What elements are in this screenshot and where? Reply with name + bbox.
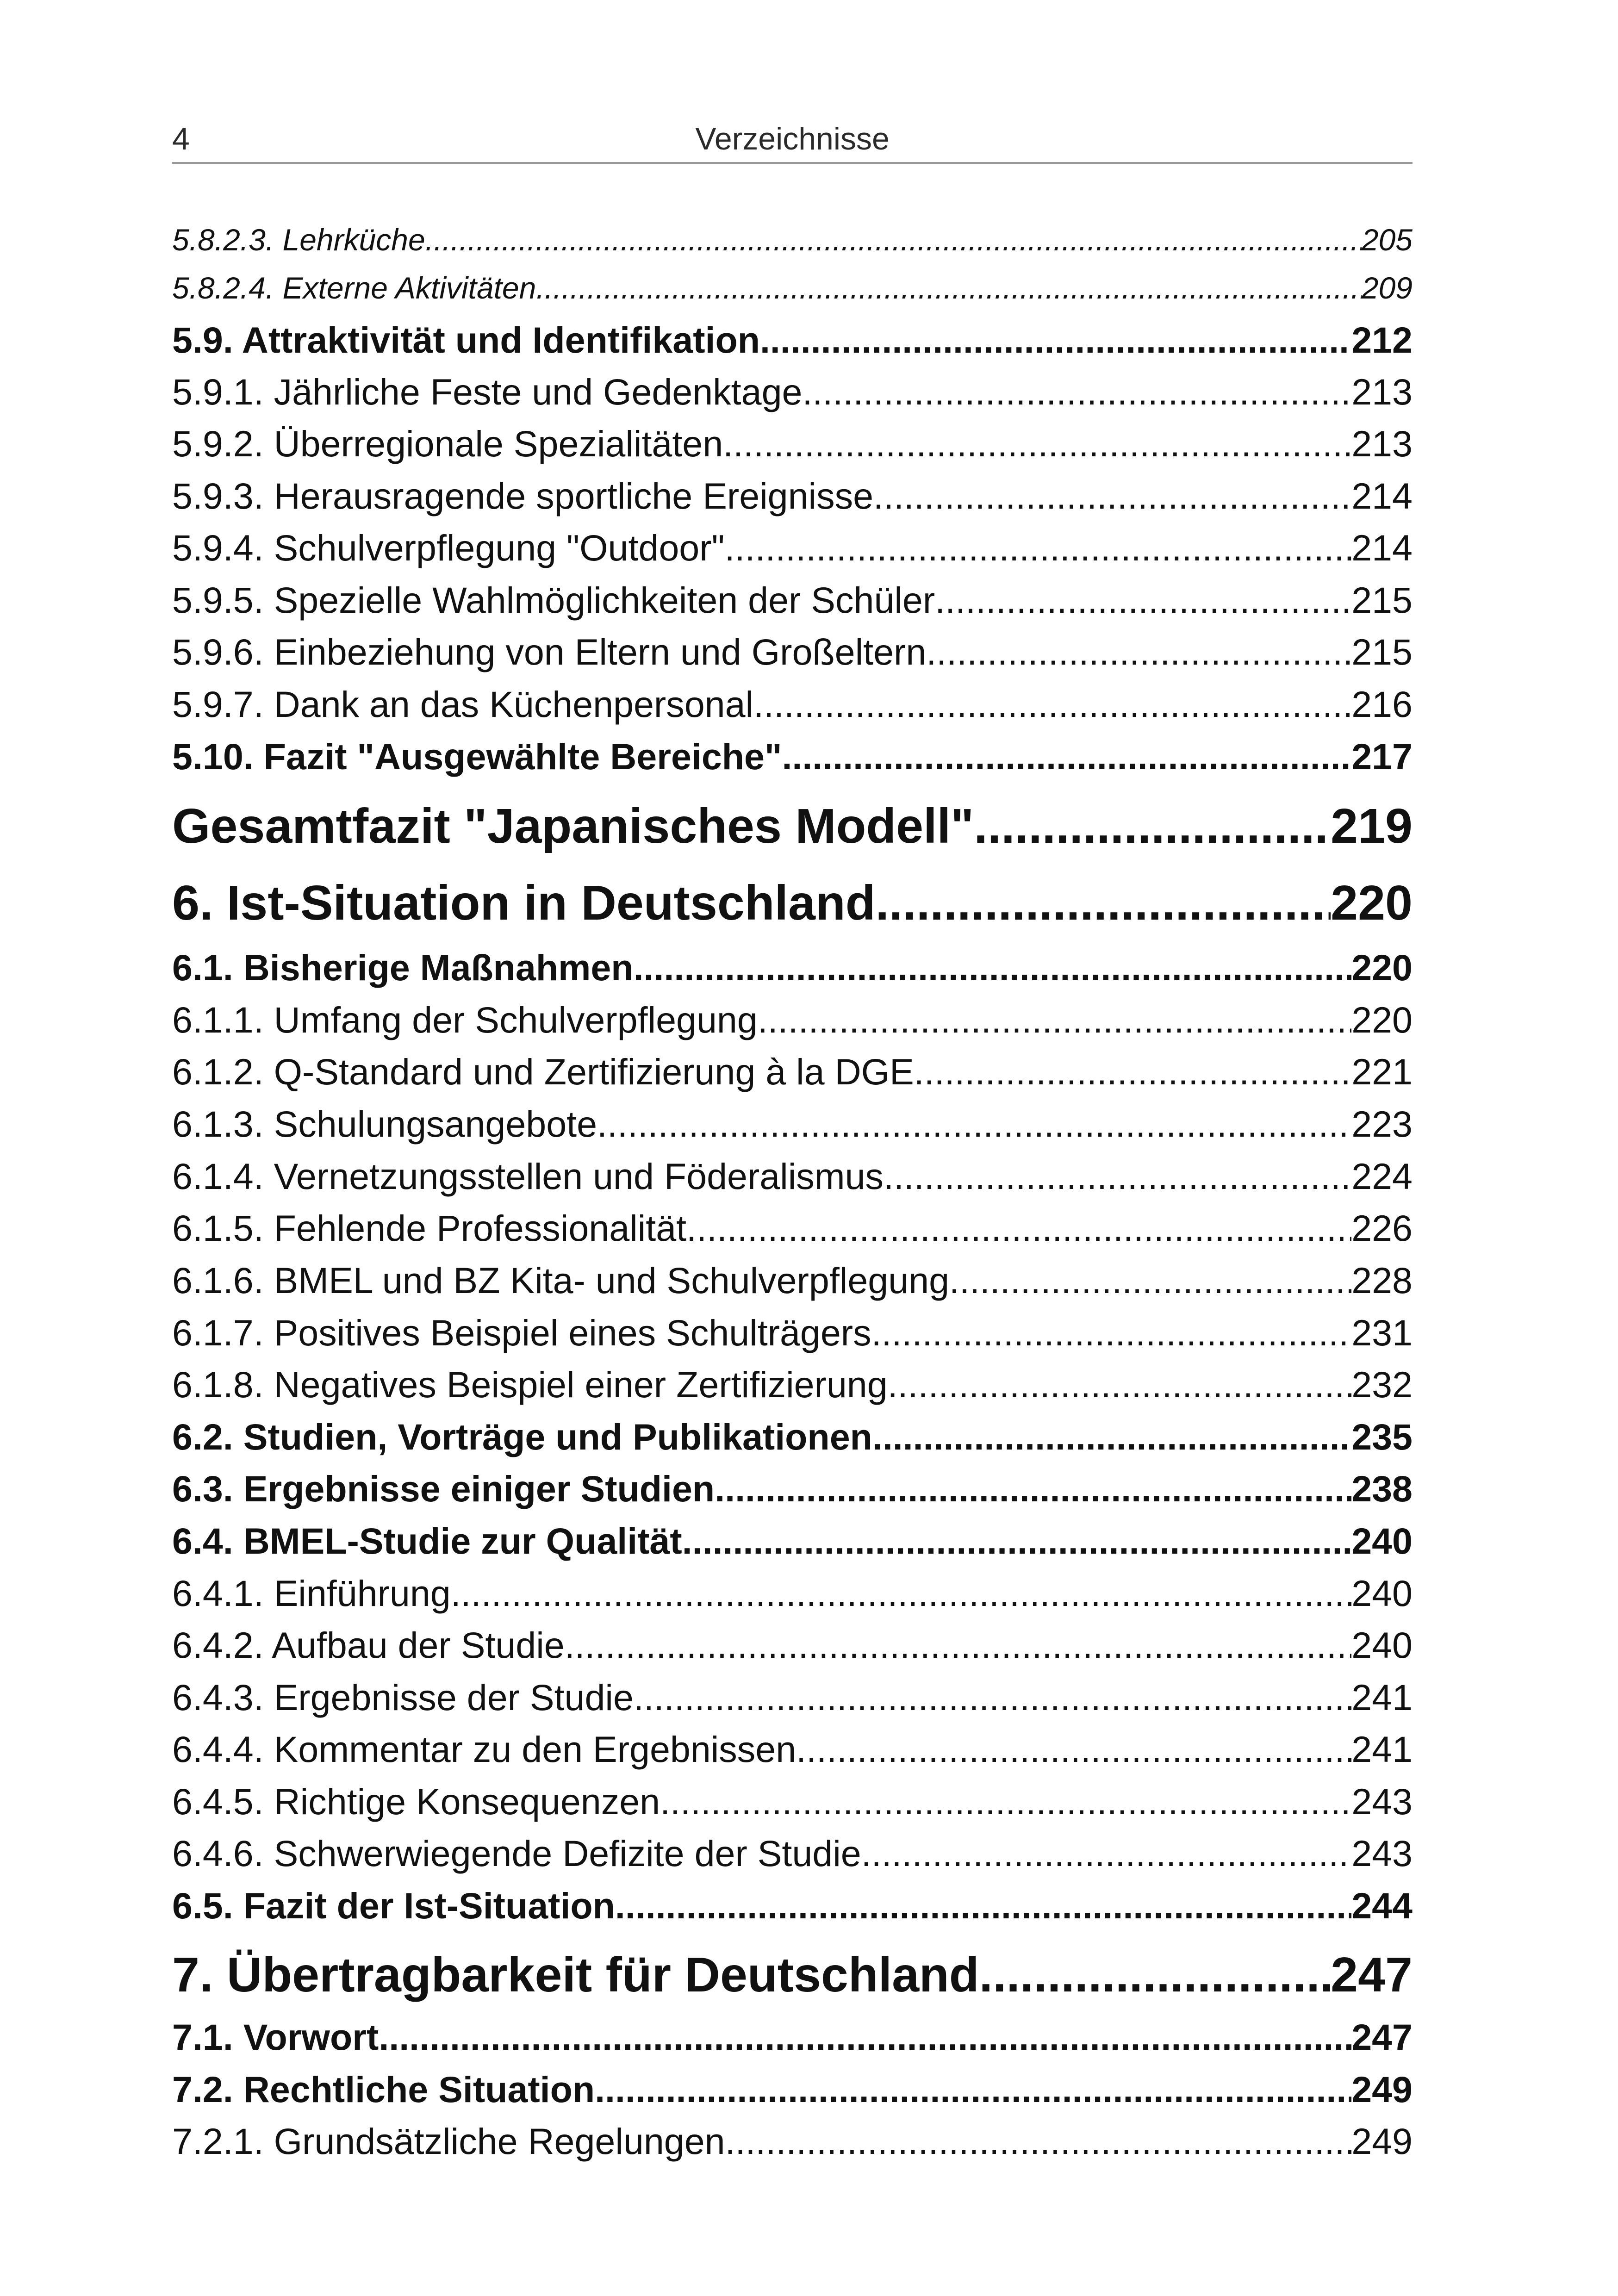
toc-entry-label: 7.1. Vorwort — [172, 2016, 379, 2058]
toc-entry — [172, 1099, 1413, 1150]
toc-entry — [172, 315, 1413, 366]
toc-entry-label: 5.9.1. Jährliche Feste und Gedenktage — [172, 371, 803, 412]
toc-entry-label: 5.9. Attraktivität und Identifikation — [172, 319, 760, 361]
dot-leader — [536, 265, 1362, 311]
dot-leader — [615, 1880, 1351, 1931]
toc-entry — [172, 1412, 1413, 1462]
dot-leader — [451, 1568, 1351, 1619]
dot-leader — [796, 1724, 1351, 1775]
toc-entry-page: 247 — [1331, 1948, 1413, 2002]
dot-leader — [979, 1940, 1331, 2010]
dot-leader — [565, 1620, 1351, 1671]
dot-leader — [914, 1046, 1351, 1097]
toc-entry-label: 6.1.4. Vernetzungsstellen und Föderalismus — [172, 1156, 884, 1197]
toc-entry-page: 216 — [1351, 684, 1413, 725]
toc-entry-page: 249 — [1351, 2069, 1413, 2110]
toc-entry-label: 6.4.5. Richtige Konsequenzen — [172, 1781, 660, 1822]
toc-entry — [172, 942, 1413, 993]
dot-leader — [926, 627, 1351, 678]
toc-entry-label: 6.1. Bisherige Maßnahmen — [172, 947, 634, 988]
dot-leader — [758, 995, 1351, 1045]
dot-leader — [760, 315, 1351, 366]
toc-entry-label: 6.4.3. Ergebnisse der Studie — [172, 1677, 634, 1718]
toc-entry-label: 5.9.3. Herausragende sportliche Ereignisse — [172, 475, 874, 516]
toc-entry-label: 7.2.1. Grundsätzliche Regelungen — [172, 2121, 725, 2162]
toc-entry — [172, 731, 1413, 782]
toc-entry-page: 209 — [1361, 271, 1413, 305]
dot-leader — [715, 1463, 1351, 1514]
dot-leader — [379, 2012, 1351, 2063]
dot-leader — [634, 942, 1352, 993]
toc-entry-label: 5.9.5. Spezielle Wahlmöglichkeiten der Schüler — [172, 579, 935, 621]
toc-entry — [172, 1463, 1413, 1514]
toc-entry — [172, 1940, 1413, 2010]
toc-entry-label: 6.2. Studien, Vorträge und Publikationen — [172, 1416, 872, 1457]
toc-entry-label: 6.3. Ergebnisse einiger Studien — [172, 1468, 715, 1509]
toc-entry-label: 6.1.8. Negatives Beispiel einer Zertifizierung — [172, 1364, 888, 1405]
toc-entry — [172, 1359, 1413, 1410]
toc-entry-page: 238 — [1351, 1468, 1413, 1509]
dot-leader — [949, 1255, 1351, 1306]
toc-entry — [172, 523, 1413, 573]
dot-leader — [725, 523, 1352, 573]
toc-entry-page: 220 — [1351, 999, 1413, 1040]
toc-entry — [172, 367, 1413, 417]
toc-entry-label: 5.9.6. Einbeziehung von Eltern und Großeltern — [172, 631, 927, 672]
header-divider — [172, 162, 1413, 164]
dot-leader — [597, 1099, 1351, 1150]
dot-leader — [725, 2116, 1352, 2167]
toc-entry-page: 243 — [1351, 1781, 1413, 1822]
toc-entry-page: 220 — [1351, 947, 1413, 988]
dot-leader — [782, 731, 1351, 782]
toc-entry-label: 5.9.2. Überregionale Spezialitäten — [172, 423, 723, 464]
toc-entry-label: 5.8.2.4. Externe Aktivitäten — [172, 271, 536, 305]
dot-leader — [682, 1516, 1351, 1567]
toc-entry-page: 235 — [1351, 1416, 1413, 1457]
dot-leader — [873, 471, 1351, 522]
toc-entry-page: 224 — [1351, 1156, 1413, 1197]
toc-entry — [172, 1724, 1413, 1775]
toc-entry-label: 6.4.2. Aufbau der Studie — [172, 1624, 565, 1666]
toc-entry — [172, 1255, 1413, 1306]
page-number: 4 — [172, 121, 190, 156]
toc-entry-page: 217 — [1351, 736, 1413, 777]
dot-leader — [871, 1307, 1352, 1358]
toc-entry — [172, 1151, 1413, 1202]
dot-leader — [861, 1828, 1351, 1879]
dot-leader — [802, 367, 1351, 417]
toc-entry-page: 221 — [1351, 1051, 1413, 1092]
toc-entry-label: 6.5. Fazit der Ist-Situation — [172, 1885, 615, 1926]
toc-entry-page: 243 — [1351, 1833, 1413, 1874]
dot-leader — [872, 1412, 1351, 1462]
toc-entry — [172, 1516, 1413, 1567]
toc-entry-label: 5.9.7. Dank an das Küchenpersonal — [172, 684, 754, 725]
toc-entry-page: 249 — [1351, 2121, 1413, 2162]
toc-entry-label: Gesamtfazit "Japanisches Modell" — [172, 799, 974, 853]
toc-entry-label: 6. Ist-Situation in Deutschland — [172, 876, 876, 930]
toc-entry — [172, 1203, 1413, 1254]
toc-entry — [172, 2012, 1413, 2063]
toc-entry — [172, 1776, 1413, 1827]
toc-entry-page: 231 — [1351, 1312, 1413, 1353]
dot-leader — [935, 575, 1351, 626]
toc-entry — [172, 1568, 1413, 1619]
toc-entry-label: 6.4.1. Einführung — [172, 1573, 451, 1614]
dot-leader — [686, 1203, 1351, 1254]
dot-leader — [974, 791, 1331, 861]
toc-entry-page: 215 — [1351, 631, 1413, 672]
toc-entry-label: 6.4.4. Kommentar zu den Ergebnissen — [172, 1729, 797, 1770]
toc-entry-page: 247 — [1351, 2016, 1413, 2058]
dot-leader — [723, 418, 1351, 469]
toc-entry — [172, 2064, 1413, 2115]
toc-entry-label: 5.9.4. Schulverpflegung "Outdoor" — [172, 527, 725, 568]
toc-entry — [172, 265, 1413, 311]
toc-entry — [172, 2116, 1413, 2167]
toc-entry — [172, 679, 1413, 730]
toc-entry — [172, 1672, 1413, 1723]
toc-entry — [172, 1620, 1413, 1671]
toc-entry-page: 219 — [1331, 799, 1413, 853]
dot-leader — [660, 1776, 1351, 1827]
toc-entry-page: 240 — [1351, 1520, 1413, 1562]
toc-entry — [172, 418, 1413, 469]
toc-entry-page: 214 — [1351, 527, 1413, 568]
toc-entry-page: 226 — [1351, 1207, 1413, 1249]
toc-entry-page: 214 — [1351, 475, 1413, 516]
toc-entry — [172, 1828, 1413, 1879]
toc-entry-page: 213 — [1351, 371, 1413, 412]
toc-entry-label: 7. Übertragbarkeit für Deutschland — [172, 1948, 979, 2002]
toc-entry-label: 6.1.3. Schulungsangebote — [172, 1103, 597, 1145]
toc-entry — [172, 627, 1413, 678]
toc-entry-page: 228 — [1351, 1260, 1413, 1301]
running-title: Verzeichnisse — [695, 121, 890, 156]
toc-entry-page: 240 — [1351, 1624, 1413, 1666]
toc-entry-page: 241 — [1351, 1729, 1413, 1770]
toc-entry-page: 241 — [1351, 1677, 1413, 1718]
toc-entry — [172, 1880, 1413, 1931]
toc-entry-label: 6.1.7. Positives Beispiel eines Schulträgers — [172, 1312, 871, 1353]
toc-entry-page: 244 — [1351, 1885, 1413, 1926]
dot-leader — [595, 2064, 1351, 2115]
toc-entry-label: 6.4.6. Schwerwiegende Defizite der Studie — [172, 1833, 861, 1874]
page-header — [172, 117, 1413, 161]
toc-entry-page: 213 — [1351, 423, 1413, 464]
toc-entry — [172, 575, 1413, 626]
toc-entry-label: 7.2. Rechtliche Situation — [172, 2069, 595, 2110]
toc-entry — [172, 791, 1413, 861]
toc-entry-label: 6.4. BMEL-Studie zur Qualität — [172, 1520, 682, 1562]
toc-entry-page: 215 — [1351, 579, 1413, 621]
dot-leader — [753, 679, 1351, 730]
toc-entry-page: 212 — [1351, 319, 1413, 361]
dot-leader — [875, 868, 1331, 938]
dot-leader — [425, 217, 1362, 263]
toc-entry — [172, 995, 1413, 1045]
toc-entry-label: 5.10. Fazit "Ausgewählte Bereiche" — [172, 736, 782, 777]
toc-entry-label: 6.1.1. Umfang der Schulverpflegung — [172, 999, 758, 1040]
toc-entry — [172, 1046, 1413, 1097]
toc-entry — [172, 1307, 1413, 1358]
toc-entry-page: 205 — [1361, 223, 1413, 257]
toc-entry — [172, 471, 1413, 522]
dot-leader — [634, 1672, 1351, 1723]
toc-entry-page: 240 — [1351, 1573, 1413, 1614]
toc-entry-label: 6.1.6. BMEL und BZ Kita- und Schulverpflegung — [172, 1260, 950, 1301]
toc-entry-label: 6.1.2. Q-Standard und Zertifizierung à la DGE — [172, 1051, 914, 1092]
dot-leader — [888, 1359, 1352, 1410]
dot-leader — [884, 1151, 1351, 1202]
toc-entry-page: 223 — [1351, 1103, 1413, 1145]
toc-entry — [172, 217, 1413, 263]
toc-entry — [172, 868, 1413, 938]
toc-entry-label: 5.8.2.3. Lehrküche — [172, 223, 425, 257]
toc-entry-page: 220 — [1331, 876, 1413, 930]
toc-entry-label: 6.1.5. Fehlende Professionalität — [172, 1207, 687, 1249]
toc-entry-page: 232 — [1351, 1364, 1413, 1405]
